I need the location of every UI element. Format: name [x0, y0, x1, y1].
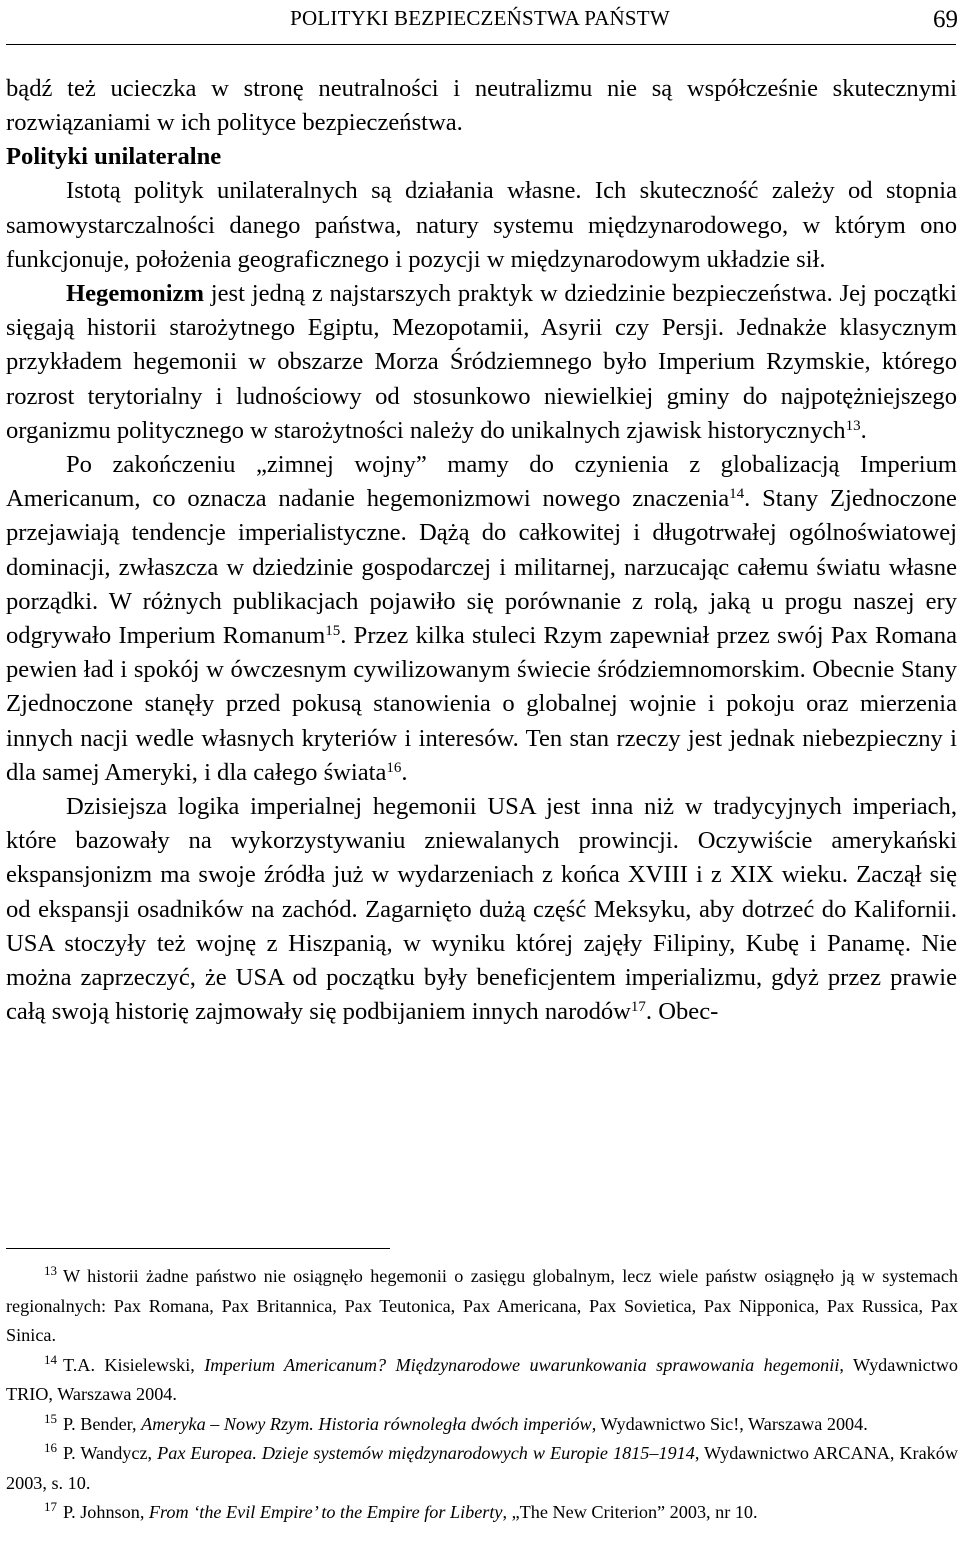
footnote: $^{14}$ T.A. Kisielewski, Imperium Americanum? Międzynarodowe uwarunkowania sprawowania hegemonii, Wydawnictwo TRIO, Warszawa 2004. [6, 1351, 958, 1404]
footnote-number: 14 [44, 1351, 57, 1367]
footnote-ref-14[interactable]: 14 [729, 486, 745, 503]
paragraph-imperium-americanum: Po zakończeniu „zimnej wojny” mamy do czynienia z globalizacją Imperium Americanum, co oznacza nadanie hegemonizmowi nowego znaczenia$^{14}$. Stany Zjednoczone przejawiają tendencje imperialistyczne. Dążą do całkowitej i długotrwałej ogólnoświatowej dominacji, zwłaszcza w dziedzinie gospodarczej i militarnej, narzucając całemu światu własne porządki. W różnych publikacjach pojawiło się porównanie z rolą, jaką u progu naszej ery odgrywało Imperium Romanum$^{15}$. Przez kilka stuleci Rzym zapewniał przez swój Pax Romana pewien ład i spokój w ówczesnym cywilizowanym świecie śródziemnomorskim. Obecnie Stany Zjednoczone stanęły przed pokusą stanowienia o globalnej wojnie i pokoju oraz mierzenia innych nacji wedle własnych kryteriów i interesów. Ten stan rzeczy jest jednak niebezpieczny i dla samej Ameryki, i dla całego świata$^{16}$. [6, 451, 958, 786]
term-hegemonism: Hegemonizm [66, 280, 204, 308]
main-text [6, 72, 957, 1029]
footnote-ref-16[interactable]: 16 [386, 759, 402, 776]
footnote-number: 17 [44, 1499, 57, 1514]
citation-title: Ameryka – Nowy Rzym. Historia równoległa dwóch imperiów [141, 1413, 592, 1434]
footnote-number: 15 [44, 1410, 57, 1426]
footnote-number: 13 [44, 1263, 57, 1278]
citation-title: Pax Europea. Dzieje systemów międzynarodowych w Europie 1815–1914 [157, 1443, 695, 1463]
footnote-ref-13[interactable]: 13 [845, 417, 861, 434]
paragraph-continuation: bądź też ucieczka w stronę neutralności i neutralizmu nie są współcześnie skutecznymi rozwiązaniami w ich polityce bezpieczeństwa. [6, 75, 957, 137]
footnotes [6, 1262, 958, 1528]
page-number: 69 [933, 6, 958, 33]
citation-title: From ‘the Evil Empire’ to the Empire for Liberty [148, 1502, 503, 1522]
footnote-separator [6, 1248, 390, 1249]
footnote: $^{13}$ W historii żadne państwo nie osiągnęło hegemonii o zasięgu globalnym, lecz wiele państw osiągnęło ją w systemach regionalnych: Pax Romana, Pax Britannica, Pax Teutonica, Pax Americana, Pax Sovietica, Pax Nipponica, Pax Russica, Pax Sinica. [6, 1263, 958, 1345]
footnote-ref-15[interactable]: 15 [325, 623, 341, 640]
footnote: $^{16}$ P. Wandycz, Pax Europea. Dzieje systemów międzynarodowych w Europie 1815–1914, Wydawnictwo ARCANA, Kraków 2003, s. 10. [6, 1440, 958, 1493]
footnote-ref-17[interactable]: 17 [630, 999, 646, 1016]
running-title: POLITYKI BEZPIECZEŃSTWA PAŃSTW [290, 6, 670, 30]
citation-title: Imperium Americanum? Międzynarodowe uwarunkowania sprawowania hegemonii [204, 1354, 840, 1375]
footnote-number: 16 [44, 1440, 57, 1455]
paragraph-usa-logic: Dzisiejsza logika imperialnej hegemonii USA jest inna niż w tradycyjnych imperiach, które bazowały na wykorzystywaniu zniewalanych prowincji. Oczywiście amerykański ekspansjonizm ma swoje źródła już w wydarzeniach z końca XVIII i z XIX wieku. Zaczął się od ekspansji osadników na zachód. Zagarnięto dużą część Meksyku, aby dotrzeć do Kalifornii. USA stoczyły też wojnę z Hiszpanią, w wyniku której zajęły Filipiny, Kubę i Panamę. Nie można zaprzeczyć, że USA od początku były beneficjentem imperializmu, gdyż przez prawie całą swoją historię zajmowały się podbijaniem innych narodów$^{17}$. Obec- [6, 793, 957, 1026]
section-heading: Polityki unilateralne [6, 143, 222, 171]
paragraph-hegemonism: Hegemonizm jest jedną z najstarszych praktyk w dziedzinie bezpieczeństwa. Jej początki sięgają historii starożytnego Egiptu, Mezopotamii, Asyrii czy Persji. Jednakże klasycznym przykładem hegemonii w obszarze Morza Śródziemnego było Imperium Rzymskie, którego rozrost terytorialny i ludnościowy od stosunkowo niewielkiej gminy do najpotężniejszego organizmu politycznego w starożytności należy do unikalnych zjawisk historycznych$^{13}$. [6, 280, 957, 444]
footnote: $^{15}$ P. Bender, Ameryka – Nowy Rzym. Historia równoległa dwóch imperiów, Wydawnictwo Sic!, Warszawa 2004. [44, 1410, 868, 1434]
footnote: $^{17}$ P. Johnson, From ‘the Evil Empire’ to the Empire for Liberty, „The New Criterion” 2003, nr 10. [44, 1499, 758, 1522]
paragraph-unilateral: Istotą polityk unilateralnych są działania własne. Ich skuteczność zależy od stopnia samowystarczalności danego państwa, natury systemu międzynarodowego, w którym ono funkcjonuje, położenia geograficznego i pozycji w międzynarodowym układzie sił. [6, 177, 957, 273]
